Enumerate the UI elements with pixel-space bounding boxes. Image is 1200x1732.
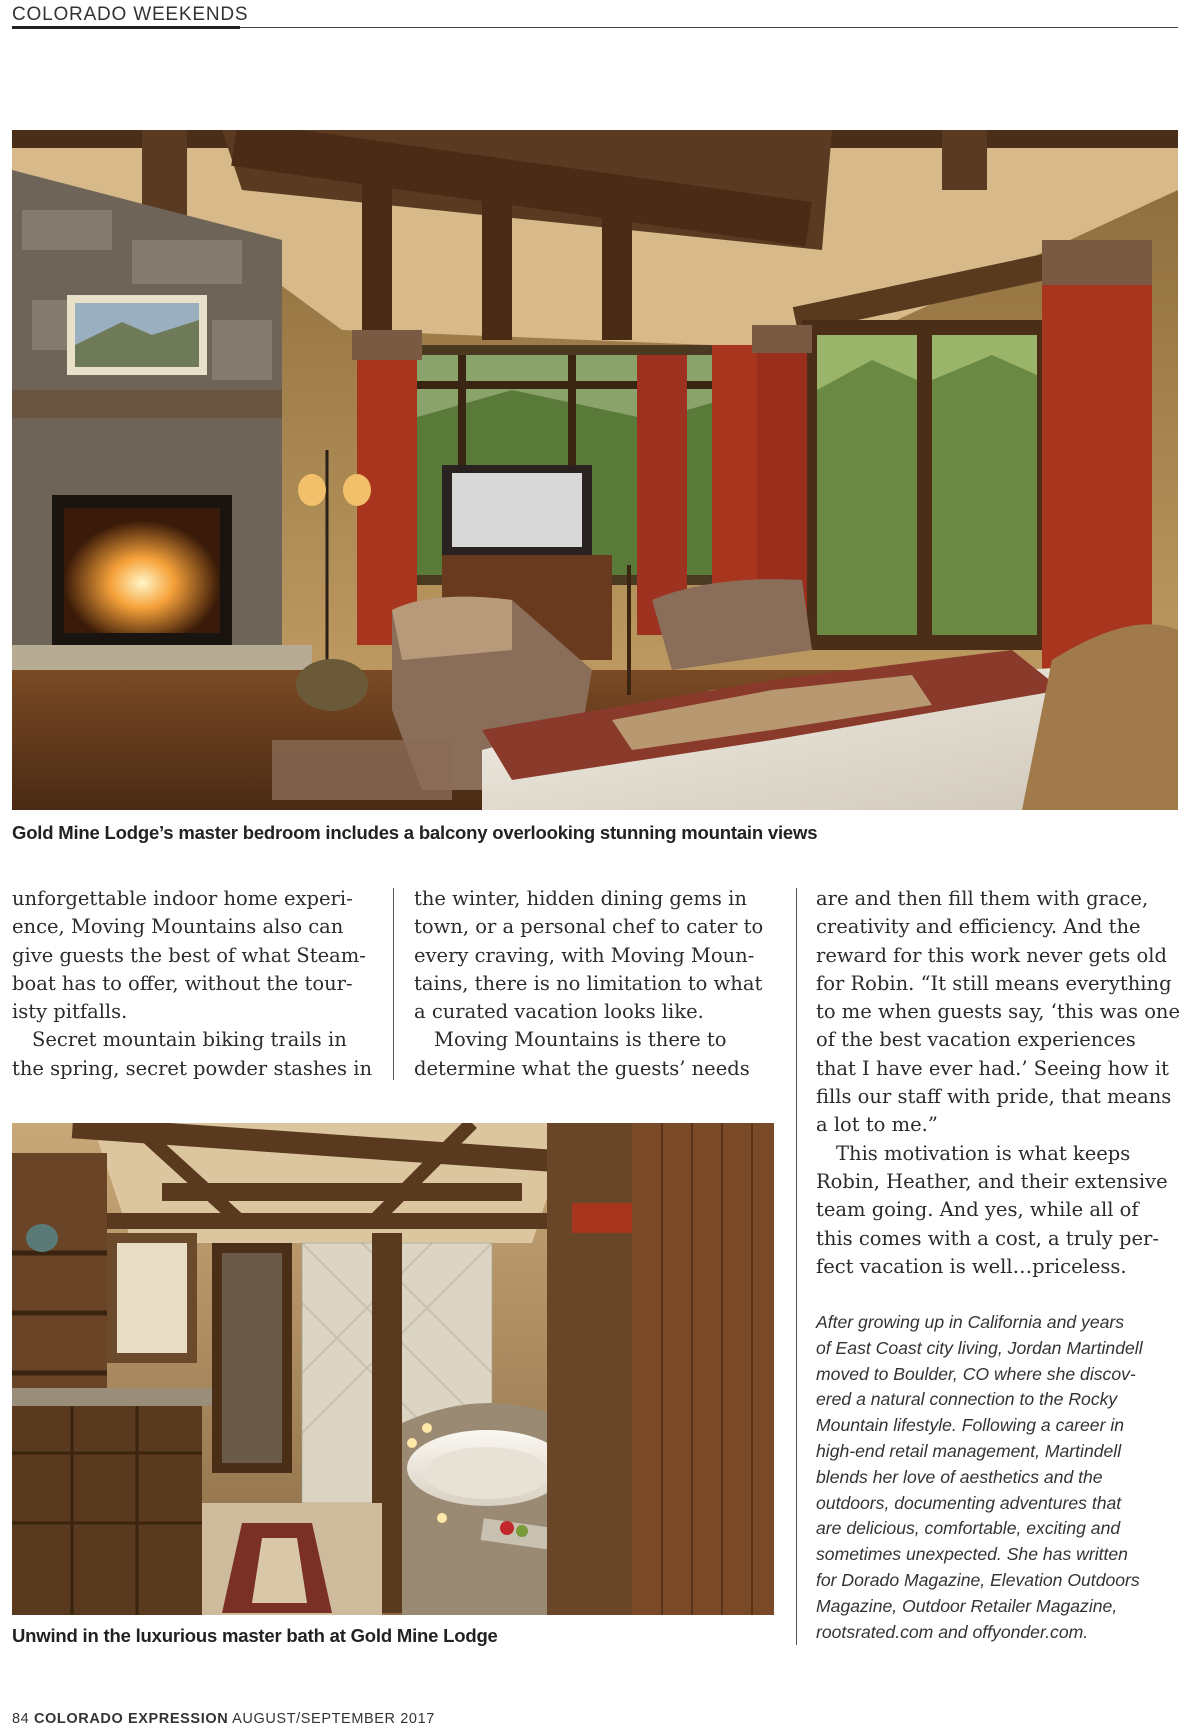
bio-line: outdoors, documenting adventures that (816, 1492, 1122, 1513)
article-column-1 (12, 885, 382, 1083)
article-line: unforgettable indoor home experi- (12, 887, 353, 910)
article-line: Moving Mountains is there to (434, 1028, 727, 1052)
bio-line: rootsrated.com and offyonder.com. (816, 1621, 1089, 1642)
issue-date: AUGUST/SEPTEMBER 2017 (232, 1711, 435, 1727)
article-line: determine what the guests’ needs (414, 1056, 750, 1080)
article-line: the spring, secret powder stashes in (12, 1056, 373, 1080)
bio-line: Mountain lifestyle. Following a career in (816, 1415, 1125, 1436)
page-number: 84 (12, 1711, 30, 1727)
author-bio (816, 1310, 1186, 1645)
bath-photo (12, 1123, 774, 1615)
bio-line: are delicious, comfortable, exciting and (816, 1518, 1121, 1539)
article-line: boat has to offer, without the tour- (12, 971, 353, 995)
bio-line: moved to Boulder, CO where she discov- (816, 1363, 1136, 1384)
bedroom-photo-illustration (12, 130, 1178, 810)
section-header: COLORADO WEEKENDS (12, 4, 249, 25)
article-line: a lot to me.” (816, 1113, 938, 1137)
article-line: a curated vacation looks like. (414, 1000, 704, 1024)
bio-line: of East Coast city living, Jordan Martindell (816, 1337, 1143, 1358)
bio-line: ered a natural connection to the Rocky (816, 1389, 1118, 1410)
page-footer (12, 1711, 435, 1727)
article-line: Robin, Heather, and their extensive (816, 1169, 1168, 1193)
article-line: for Robin. “It still means everything (816, 971, 1172, 995)
article-line: of the best vacation experiences (816, 1028, 1136, 1052)
bio-line: high-end retail management, Martindell (816, 1440, 1122, 1461)
article-line: every craving, with Moving Moun- (414, 943, 755, 967)
bedroom-photo (12, 130, 1178, 810)
article-line: isty pitfalls. (12, 1000, 128, 1024)
article-line: the winter, hidden dining gems in (414, 887, 747, 910)
article-line: fect vacation is well…priceless. (816, 1254, 1127, 1278)
bio-line: After growing up in California and years (816, 1312, 1125, 1332)
article-line: team going. And yes, while all of (816, 1198, 1139, 1222)
article-line: town, or a personal chef to cater to (414, 915, 764, 939)
article-line: this comes with a cost, a truly per- (816, 1226, 1159, 1250)
article-line: that I have ever had.’ Seeing how it (816, 1056, 1169, 1080)
header-rule-accent (12, 26, 240, 29)
column-divider (393, 888, 394, 1080)
article-line: reward for this work never gets old (816, 943, 1167, 967)
article-line: This motivation is what keeps (836, 1141, 1131, 1165)
article-line: fills our staff with pride, that means (816, 1085, 1172, 1109)
article-line: tains, there is no limitation to what (414, 971, 763, 995)
article-column-2 (414, 885, 784, 1083)
bath-photo-caption: Unwind in the luxurious master bath at Gold Mine Lodge (12, 1625, 498, 1646)
bio-line: blends her love of aesthetics and the (816, 1466, 1103, 1487)
article-line: Secret mountain biking trails in (32, 1028, 347, 1052)
bio-line: Magazine, Outdoor Retailer Magazine, (816, 1595, 1118, 1616)
bath-photo-illustration (12, 1123, 774, 1615)
article-line: give guests the best of what Steam- (12, 943, 366, 967)
article-line: creativity and efficiency. And the (816, 915, 1141, 939)
bedroom-photo-caption: Gold Mine Lodge’s master bedroom includes a balcony overlooking stunning mountain views (12, 822, 818, 843)
publication-name: COLORADO EXPRESSION (33, 1711, 229, 1727)
article-column-3 (816, 885, 1186, 1281)
column-divider (796, 888, 797, 1645)
article-line: ence, Moving Mountains also can (12, 915, 344, 939)
bio-line: sometimes unexpected. She has written (816, 1544, 1128, 1565)
article-line: to me when guests say, ‘this was one (816, 1000, 1181, 1024)
article-line: are and then fill them with grace, (816, 887, 1149, 910)
bio-line: for Dorado Magazine, Elevation Outdoors (816, 1569, 1140, 1590)
